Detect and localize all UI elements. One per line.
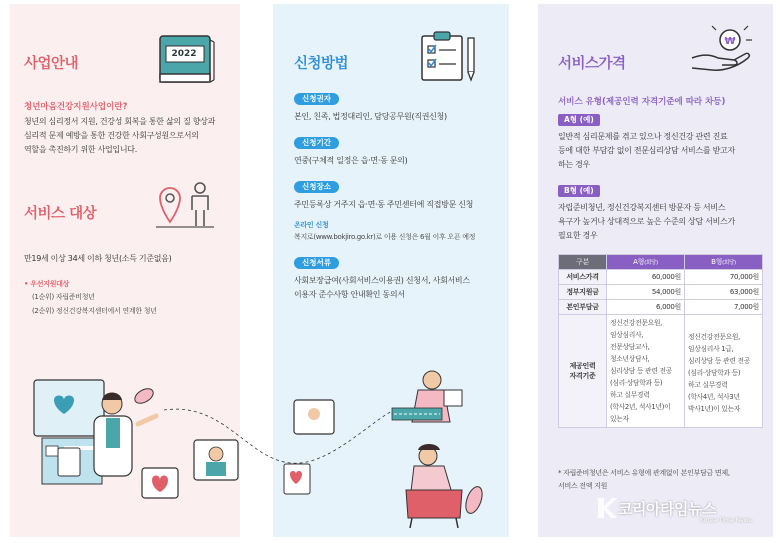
target-title: 서비스 대상 — [24, 206, 97, 222]
counseling-illustration — [14, 360, 514, 534]
watermark-text: 코리아타임뉴스 — [618, 500, 716, 518]
price-title: 서비스가격 — [558, 56, 626, 72]
qual-label: 제공인력 자격기준 — [559, 315, 607, 428]
table-row: 정부지원금 54,000원 63,000원 — [559, 285, 763, 300]
watermark-logo-icon — [594, 496, 618, 524]
table-header-a: A형(회당) — [607, 255, 685, 270]
price-table — [558, 254, 763, 428]
place-text: 주민등록상 거주지 읍·면·동 주민센터에 직접방문 신청 — [294, 200, 474, 209]
online-label: 온라인 신청 — [294, 221, 329, 229]
typeB-text: 자립준비청년, 정신건강복지센터 방문자 등 서비스 욕구가 높거나 상대적으로 높은 수준의 상담 서비스가 필요한 경우 — [558, 203, 735, 240]
table-row: 본인부담금 6,000원 7,000원 — [559, 300, 763, 315]
book-icon — [158, 34, 216, 90]
table-row-qualification — [559, 315, 763, 428]
table-row: 서비스가격 60,000원 70,000원 — [559, 270, 763, 285]
qual-b: 정신건강전문요원, 임상심리사 1급, 심리상담 등 관련 전공 (심리·상담학과 등) 하고 실무경력 (학사4년, 석사3년 박사1년)이 있는자 — [685, 315, 763, 428]
book-year: 2022 — [171, 49, 197, 59]
price-footnote: * 자립준비청년은 서비스 유형에 관계없이 본인부담금 면제, 서비스 전액 지원 — [558, 469, 730, 490]
applicant-text: 본인, 친족, 법정대리인, 담당공무원(직권신청) — [294, 112, 447, 121]
checklist-icon — [420, 30, 482, 88]
table-header-category: 구분 — [559, 255, 607, 270]
watermark-sub: Korea Time News — [700, 517, 752, 524]
business-paragraph: 청년의 심리정서 지원, 건강성 회복을 통한 삶의 질 향상과 심리적 문제 예방을 통한 건강한 사회구성원으로서의 역할을 촉진하기 위한 사업입니다. — [24, 117, 216, 154]
priority-2: (2순위) 정신건강복지센터에서 연계한 청년 — [32, 307, 157, 315]
table-header-row — [559, 255, 763, 270]
docs-text: 사회보장급여(사회서비스이용권) 신청서, 사회서비스 이용자 준수사항 안내확인 동의서 — [294, 276, 470, 299]
docs-label: 신청서류 — [294, 257, 339, 269]
place-label: 신청장소 — [294, 181, 339, 193]
applicant-label: 신청권자 — [294, 93, 339, 105]
typeB-label: B형 (예) — [558, 185, 600, 197]
priority-1: (1순위) 자립준비청년 — [32, 293, 95, 301]
business-question: 청년마음건강지원사업이란? — [24, 102, 128, 112]
priority-label: • 우선지원대상 — [24, 280, 70, 288]
business-title: 사업안내 — [24, 56, 79, 72]
price-subtitle: 서비스 유형(제공인력 자격기준에 따라 차등) — [558, 97, 726, 107]
typeA-text: 일반적 심리문제를 겪고 있으나 정신건강 관련 진료 등에 대한 부담감 없이 전문심리상담 서비스를 받고자 하는 경우 — [558, 132, 735, 169]
svg-text:₩: ₩ — [724, 36, 736, 47]
qual-a: 정신건강전문요원, 임상심리사, 전문상담교사, 청소년상담사, 심리상담 등 관련 전공 (심리·상담학과 등) 하고 실무경력 (학사2년, 석사1년)이 있는자 — [607, 315, 685, 428]
typeA-label: A형 (예) — [558, 114, 600, 126]
online-text: 복지로(www.bokjiro.go.kr)로 이용 신청은 6월 이후 오픈 예정 — [294, 233, 476, 241]
period-label: 신청기간 — [294, 137, 339, 149]
apply-title: 신청방법 — [294, 56, 349, 72]
location-person-icon — [156, 180, 216, 234]
target-main: 만19세 이상 34세 이하 청년(소득 기준없음) — [24, 254, 172, 263]
period-text: 연중(구체적 일정은 읍·면·동 문의) — [294, 156, 408, 165]
hand-coin-icon — [688, 24, 762, 78]
table-header-b: B형(회당) — [685, 255, 763, 270]
